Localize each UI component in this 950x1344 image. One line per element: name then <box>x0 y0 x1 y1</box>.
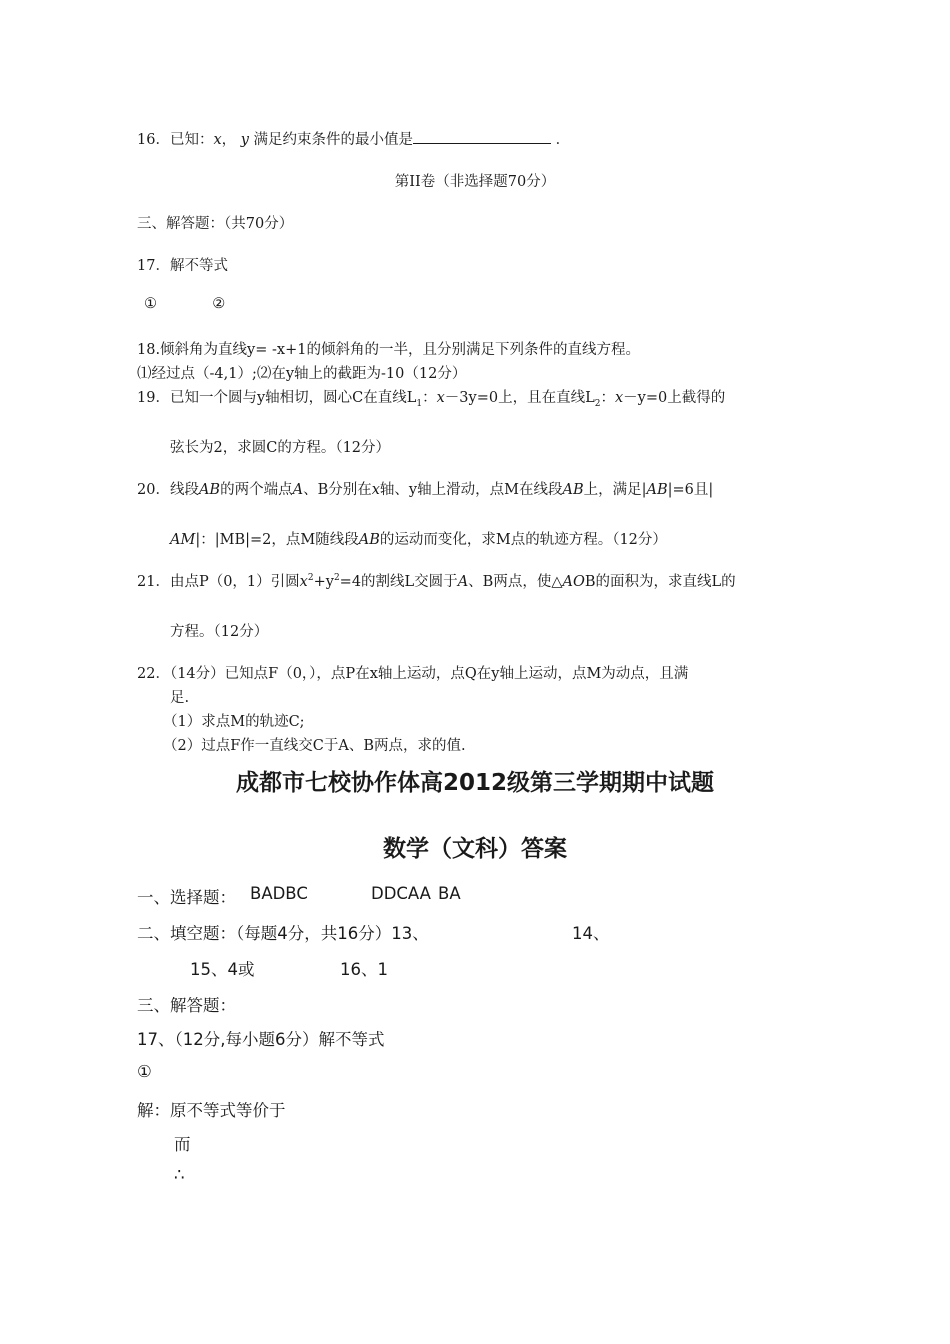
q20-a-point: A <box>292 482 304 498</box>
q16-var-x: x <box>213 132 222 148</box>
part-3-header: 三、解答题：（共70分） <box>137 216 294 232</box>
answer-part-3-label: 三、解答题： <box>137 996 236 1015</box>
question-20-line-1 <box>137 478 713 499</box>
answer-17-item-1: ① <box>137 1062 152 1081</box>
q20-f: |=6且| <box>667 482 714 498</box>
q21-e: B的面积为，求直线L的 <box>584 574 736 590</box>
q21-b: +y <box>313 574 334 590</box>
therefore-symbol: ∴ <box>174 1165 185 1184</box>
fill-answer-14: 14、 <box>572 924 610 943</box>
solution-line: 解：原不等式等价于 <box>137 1101 286 1120</box>
question-22-line-2: 足. <box>170 690 190 706</box>
q21-sq-2: 2 <box>333 573 340 584</box>
q20-g: |：|MB|=2，点M随线段 <box>195 532 359 548</box>
q20-c: 、B分别在 <box>303 482 372 498</box>
q20-e: 上，满足| <box>583 482 647 498</box>
q19-sub-1: 1 <box>416 398 423 409</box>
question-22-part-1: （1）求点M的轨迹C; <box>163 714 305 730</box>
q20-ab-2: AB <box>562 482 584 498</box>
q20-ab-3: AB <box>646 482 668 498</box>
question-18-title: 18.倾斜角为直线y= -x+1的倾斜角的一半，且分别满足下列条件的直线方程。 <box>137 342 640 358</box>
q20-h: 的运动而变化，求M点的轨迹方程。（12分） <box>379 532 667 548</box>
q20-ab-1: AB <box>198 482 221 498</box>
question-22-line-1: 22．（14分）已知点F（0，），点P在x轴上运动，点Q在y轴上运动，点M为动点，且满 <box>137 666 689 682</box>
answer-17-title: 17、（12分,每小题6分）解不等式 <box>137 1030 385 1049</box>
q21-ao: AO <box>562 574 585 590</box>
question-19-line-2: 弦长为2，求圆C的方程。（12分） <box>170 440 391 456</box>
q16-text-a: 16．已知： <box>137 132 214 148</box>
q16-text-c: 满足约束条件的最小值是 <box>248 132 414 148</box>
q21-sq-1: 2 <box>307 573 314 584</box>
q20-ab-4: AB <box>358 532 380 548</box>
q20-d: 轴、y轴上滑动，点M在线段 <box>379 482 563 498</box>
q21-c: =4的割线L交圆于 <box>339 574 458 590</box>
q19-x1: x <box>436 390 445 406</box>
question-18-conditions: ⑴经过点（-4,1）;⑵在y轴上的截距为-10（12分） <box>137 366 467 382</box>
section-2-header: 第II卷（非选择题70分） <box>394 174 556 190</box>
fill-answer-15: 15、4或 <box>190 960 255 979</box>
q20-x: x <box>371 482 380 498</box>
question-21-line-1 <box>137 570 736 591</box>
q16-var-y: y <box>240 132 249 148</box>
question-16 <box>137 128 570 149</box>
question-17-title: 17．解不等式 <box>137 258 228 274</box>
q20-a: 20．线段 <box>137 482 199 498</box>
question-20-line-2 <box>170 528 667 549</box>
question-17-items: ① ② <box>144 296 226 312</box>
q19-sub-2: 2 <box>594 398 601 409</box>
q21-a: 21．由点P（0，1）引圆 <box>137 574 300 590</box>
question-19-line-1 <box>137 386 725 409</box>
q21-d: 、B两点，使△ <box>468 574 563 590</box>
q21-a-point: A <box>457 574 469 590</box>
q19-e: －y=0上截得的 <box>623 390 726 406</box>
choice-answers-group-2: DDCAA <box>371 884 431 903</box>
answer-blank <box>413 129 551 144</box>
q20-am: AM <box>170 532 196 548</box>
q16-end: ． <box>555 132 571 148</box>
q19-b: ： <box>422 390 437 406</box>
fill-answers-label: 二、填空题：（每题4分，共16分）13、 <box>137 924 429 943</box>
choice-answers-group-3: BA <box>438 884 461 903</box>
q16-text-b: ， <box>221 132 237 148</box>
q20-b: 的两个端点 <box>220 482 293 498</box>
answer-key-title: 成都市七校协作体高2012级第三学期期中试题 <box>235 770 714 796</box>
q21-x: x <box>299 574 308 590</box>
q19-d: ： <box>600 390 615 406</box>
q19-x2: x <box>614 390 624 406</box>
q19-a: 19．已知一个圆与y轴相切，圆心C在直线L <box>137 390 417 406</box>
choice-answers-label: 一、选择题： <box>137 888 236 907</box>
question-21-line-2: 方程。（12分） <box>170 624 269 640</box>
choice-answers-group-1: BADBC <box>250 884 308 903</box>
question-22-part-2: （2）过点F作一直线交C于A、B两点，求的值. <box>163 738 466 754</box>
solution-er: 而 <box>174 1135 191 1154</box>
q19-c: －3y=0上，且在直线L <box>444 390 595 406</box>
fill-answer-16: 16、1 <box>340 960 388 979</box>
answer-key-subtitle: 数学（文科）答案 <box>383 836 567 862</box>
